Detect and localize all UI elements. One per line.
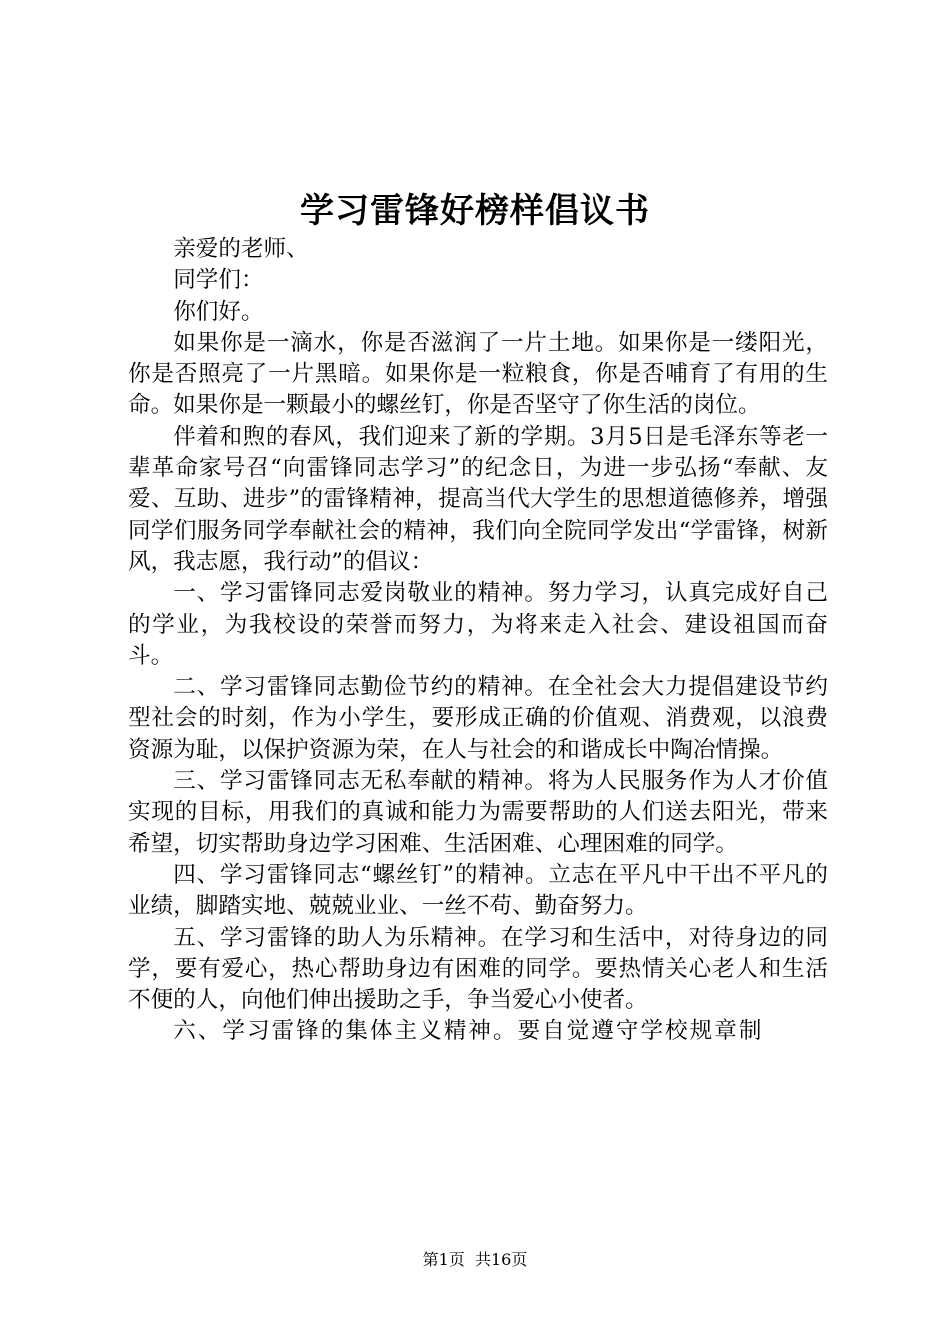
paragraph-salutation-teachers: 亲爱的老师、 xyxy=(173,236,309,262)
paragraph-greeting: 你们好。 xyxy=(173,298,264,325)
paragraph-item-6: 六、学习雷锋的集体主义精神。要自觉遵守学校规章制 xyxy=(173,1018,764,1045)
paragraph-item-5: 五、学习雷锋的助人为乐精神。在学习和生活中，对待身边的同学，要有爱心，热心帮助身边有困难的同学。要热情关心老人和生活不便的人，向他们伸出援助之手，争当爱心小使者。 xyxy=(128,924,828,1014)
paragraph-item-4: 四、学习雷锋同志“螺丝钉”的精神。立志在平凡中干出不平凡的业绩，脚踏实地、兢兢业业、一丝不苟、勤奋努力。 xyxy=(128,861,828,920)
document-body xyxy=(128,234,828,1048)
page-number-label: 第1页 共16页 xyxy=(422,1250,528,1269)
paragraph-proposal: 伴着和煦的春风，我们迎来了新的学期。3月5日是毛泽东等老一辈革命家号召“向雷锋同志学习”的纪念日，为进一步弘扬“奉献、友爱、互助、进步”的雷锋精神，提高当代大学生的思想道德修养，增强同学们服务同学奉献社会的精神，我们向全院同学发出“学雷锋，树新风，我志愿，我行动”的倡议： xyxy=(128,423,828,575)
page-footer xyxy=(0,1247,950,1270)
document-title: 学习雷锋好榜样倡议书 xyxy=(300,191,650,231)
paragraph-item-3: 三、学习雷锋同志无私奉献的精神。将为人民服务作为人才价值实现的目标，用我们的真诚和能力为需要帮助的人们送去阳光，带来希望，切实帮助身边学习困难、生活困难、心理困难的同学。 xyxy=(128,768,828,857)
paragraph-item-2: 二、学习雷锋同志勤俭节约的精神。在全社会大力提倡建设节约型社会的时刻，作为小学生，要形成正确的价值观、消费观，以浪费资源为耻，以保护资源为荣，在人与社会的和谐成长中陶冶情操。 xyxy=(128,674,828,763)
paragraph-intro: 如果你是一滴水，你是否滋润了一片土地。如果你是一缕阳光，你是否照亮了一片黑暗。如果你是一粒粮食，你是否哺育了有用的生命。如果你是一颗最小的螺丝钉，你是否坚守了你生活的岗位。 xyxy=(128,329,828,419)
paragraph-salutation-students: 同学们： xyxy=(173,267,264,294)
paragraph-item-1: 一、学习雷锋同志爱岗敬业的精神。努力学习，认真完成好自己的学业，为我校设的荣誉而努力，为将来走入社会、建设祖国而奋斗。 xyxy=(128,580,828,669)
